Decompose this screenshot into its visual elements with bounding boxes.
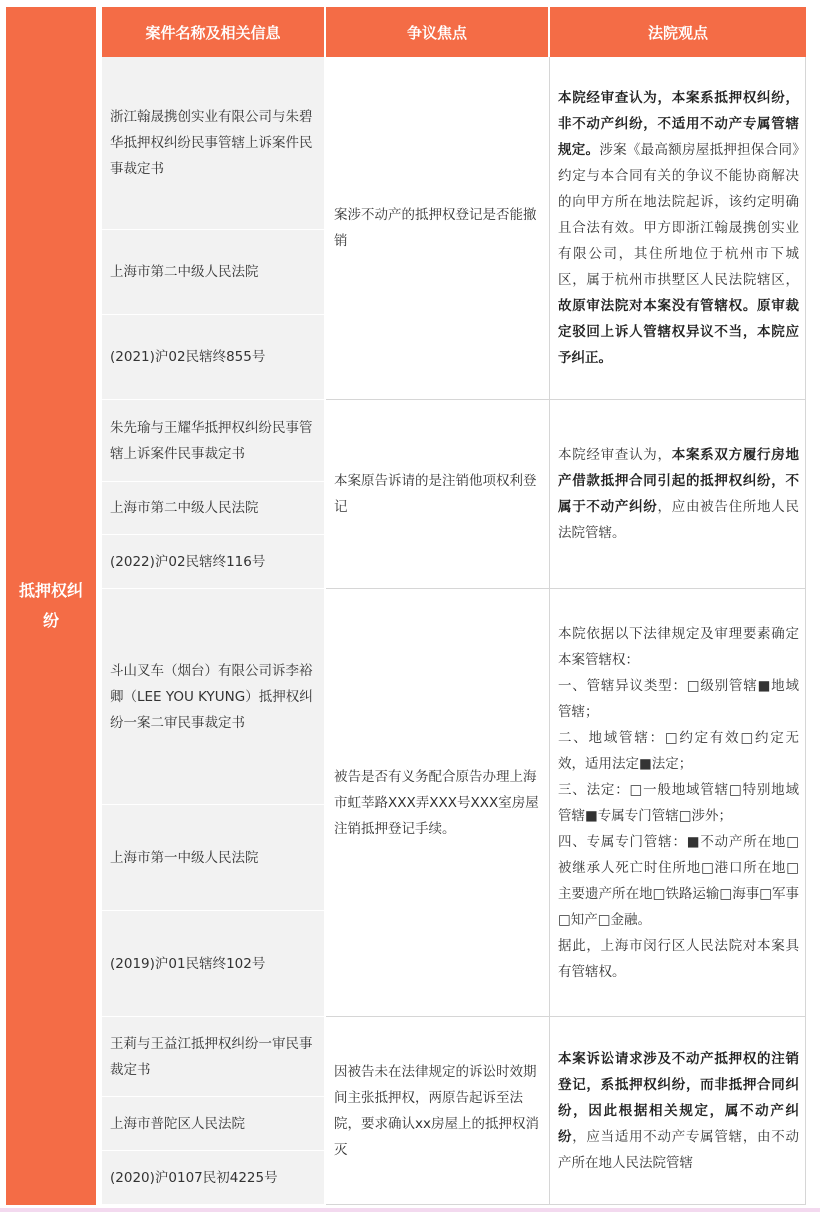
header-row — [6, 7, 806, 57]
case-name: 浙江翰晟携创实业有限公司与朱碧华抵押权纠纷民事管辖上诉案件民事裁定书 — [102, 57, 326, 230]
opinion-text: ，应由被告住所地人民法院管辖。 — [558, 499, 799, 541]
dispute-focus: 被告是否有义务配合原告办理上海市虹莘路XXX弄XXX号XXX室房屋注销抵押登记手续。 — [326, 589, 550, 1017]
opinion-text: 本院经审查认为，本案系抵押权纠纷，非不动产纠纷，不适用不动产专属管辖规定。 — [558, 90, 799, 158]
category-cell — [6, 7, 102, 1205]
court-opinion — [550, 57, 806, 400]
table-row — [6, 589, 806, 805]
table-row — [6, 400, 806, 482]
opinion-line: 本院依据以下法律规定及审理要素确定本案管辖权： — [558, 625, 799, 668]
table-row — [6, 57, 806, 230]
opinion-line: 据此，上海市闵行区人民法院对本案具有管辖权。 — [558, 937, 799, 980]
court-name: 上海市第一中级人民法院 — [102, 805, 326, 911]
header-dispute-focus: 争议焦点 — [326, 7, 550, 57]
case-table-frame — [6, 7, 806, 1205]
dispute-focus: 本案原告诉请的是注销他项权利登记 — [326, 400, 550, 589]
opinion-text: 本案系双方履行房地产借款抵押合同引起的抵押权纠纷，不属于不动产纠纷 — [558, 447, 799, 515]
dispute-focus: 因被告未在法律规定的诉讼时效期间主张抵押权，两原告起诉至法院，要求确认xx房屋上的抵押权消灭 — [326, 1017, 550, 1205]
court-name: 上海市第二中级人民法院 — [102, 482, 326, 535]
opinion-line: 四、专属专门管辖：■不动产所在地□被继承人死亡时住所地□港口所在地□主要遗产所在地□铁路运输□海事□军事□知产□金融。 — [558, 833, 799, 928]
case-number: (2022)沪02民辖终116号 — [102, 535, 326, 589]
table-row — [6, 1017, 806, 1097]
opinion-line: 三、法定：□一般地域管辖□特别地域管辖■专属专门管辖□涉外； — [558, 781, 799, 824]
court-name: 上海市普陀区人民法院 — [102, 1097, 326, 1151]
case-table — [6, 7, 806, 1205]
court-name: 上海市第二中级人民法院 — [102, 230, 326, 315]
opinion-line: 二、地域管辖：□约定有效□约定无效，适用法定■法定； — [558, 729, 799, 772]
case-name: 斗山叉车（烟台）有限公司诉李裕卿（LEE YOU KYUNG）抵押权纠纷一案二审民事裁定书 — [102, 589, 326, 805]
opinion-text: 本案诉讼请求涉及不动产抵押权的注销登记，系抵押权纠纷，而非抵押合同纠纷，因此根据相关规定，属不动产纠纷 — [558, 1050, 799, 1145]
opinion-text: ，应当适用不动产专属管辖，由不动产所在地人民法院管辖 — [558, 1128, 799, 1171]
court-opinion — [550, 589, 806, 1017]
court-opinion — [550, 1017, 806, 1205]
category-label: 抵押权纠纷 — [18, 581, 83, 630]
case-number: (2021)沪02民辖终855号 — [102, 315, 326, 400]
opinion-text: 故原审法院对本案没有管辖权。原审裁定驳回上诉人管辖权异议不当，本院应予纠正。 — [558, 298, 799, 366]
case-name: 朱先瑜与王耀华抵押权纠纷民事管辖上诉案件民事裁定书 — [102, 400, 326, 482]
case-number: (2019)沪01民辖终102号 — [102, 911, 326, 1017]
opinion-line: 一、管辖异议类型：□级别管辖■地域管辖； — [558, 677, 799, 720]
case-name: 王莉与王益江抵押权纠纷一审民事裁定书 — [102, 1017, 326, 1097]
header-court-opinion: 法院观点 — [550, 7, 806, 57]
opinion-text: 涉案《最高额房屋抵押担保合同》约定与本合同有关的争议不能协商解决的向甲方所在地法院起诉，该约定明确且合法有效。甲方即浙江翰晟携创实业有限公司，其住所地位于杭州市下城区，属于杭州市拱墅区人民法院辖区， — [558, 142, 800, 288]
dispute-focus: 案涉不动产的抵押权登记是否能撤销 — [326, 57, 550, 400]
opinion-text: 本院经审查认为， — [558, 447, 672, 463]
header-case-info: 案件名称及相关信息 — [102, 7, 326, 57]
case-number: (2020)沪0107民初4225号 — [102, 1151, 326, 1205]
bottom-divider — [0, 1208, 820, 1212]
court-opinion — [550, 400, 806, 589]
